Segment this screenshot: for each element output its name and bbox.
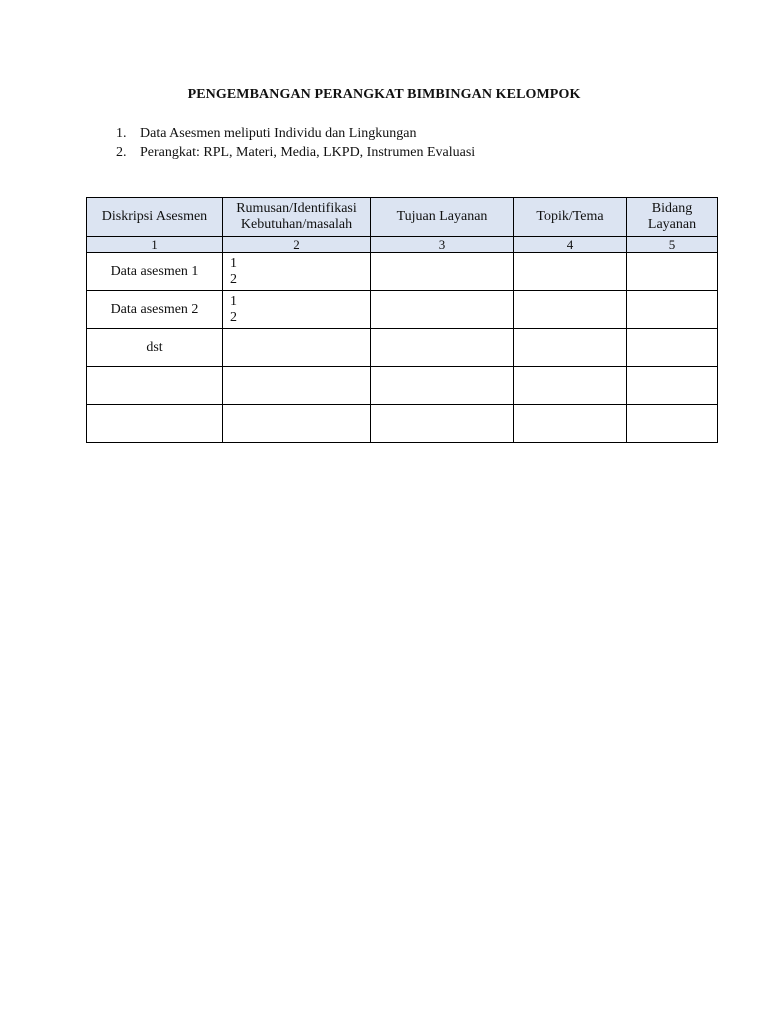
list-item — [116, 143, 475, 162]
row-label: Data asesmen 2 — [87, 291, 223, 329]
header-text: Layanan — [647, 217, 697, 232]
empty-cell — [223, 405, 371, 443]
header-text: Topik/Tema — [536, 209, 604, 224]
header-text: Diskripsi Asesmen — [101, 209, 208, 224]
row-label: dst — [87, 329, 223, 367]
header-text: Rumusan/Identifikasi — [236, 201, 357, 216]
column-number: 4 — [514, 237, 627, 253]
empty-cell — [371, 329, 514, 367]
empty-cell — [223, 329, 371, 367]
sub-item: 1 — [230, 293, 237, 309]
row-label — [87, 367, 223, 405]
empty-cell — [371, 367, 514, 405]
sub-item: 2 — [230, 271, 237, 287]
list-item-text: Data Asesmen meliputi Individu dan Lingkungan — [140, 126, 417, 141]
document-title: PENGEMBANGAN PERANGKAT BIMBINGAN KELOMPOK — [187, 87, 581, 102]
sub-item-cell — [223, 253, 371, 291]
empty-cell — [514, 405, 627, 443]
header-text: Tujuan Layanan — [396, 209, 488, 224]
list-item-text: Perangkat: RPL, Materi, Media, LKPD, Instrumen Evaluasi — [140, 145, 476, 160]
column-number: 1 — [87, 237, 223, 253]
assessment-table — [86, 197, 718, 443]
table-row — [87, 367, 718, 405]
row-label — [87, 405, 223, 443]
header-tujuan-layanan — [371, 198, 514, 237]
list-item — [116, 124, 475, 143]
column-number: 5 — [627, 237, 718, 253]
sub-item-cell — [223, 291, 371, 329]
header-bidang-layanan — [627, 198, 718, 237]
sub-item: 1 — [230, 255, 237, 271]
header-text: Bidang — [651, 201, 693, 216]
row-label: Data asesmen 1 — [87, 253, 223, 291]
empty-cell — [627, 405, 718, 443]
table-row — [87, 291, 718, 329]
table-header-row — [87, 198, 718, 237]
list-item-number: 2. — [116, 145, 127, 160]
header-text: Kebutuhan/masalah — [240, 217, 353, 232]
column-number: 3 — [371, 237, 514, 253]
header-topik-tema — [514, 198, 627, 237]
empty-cell — [514, 367, 627, 405]
empty-cell — [627, 253, 718, 291]
info-list — [116, 124, 475, 162]
empty-cell — [371, 253, 514, 291]
sub-item: 2 — [230, 309, 237, 325]
empty-cell — [627, 367, 718, 405]
column-number: 2 — [223, 237, 371, 253]
table-row — [87, 405, 718, 443]
table-row — [87, 253, 718, 291]
list-item-number: 1. — [116, 126, 127, 141]
empty-cell — [371, 291, 514, 329]
empty-cell — [627, 329, 718, 367]
header-rumusan-kebutuhan — [223, 198, 371, 237]
empty-cell — [223, 367, 371, 405]
header-diskripsi-asesmen — [87, 198, 223, 237]
empty-cell — [514, 253, 627, 291]
column-number-row — [87, 237, 718, 253]
empty-cell — [514, 329, 627, 367]
empty-cell — [627, 291, 718, 329]
empty-cell — [514, 291, 627, 329]
empty-cell — [371, 405, 514, 443]
table-row — [87, 329, 718, 367]
